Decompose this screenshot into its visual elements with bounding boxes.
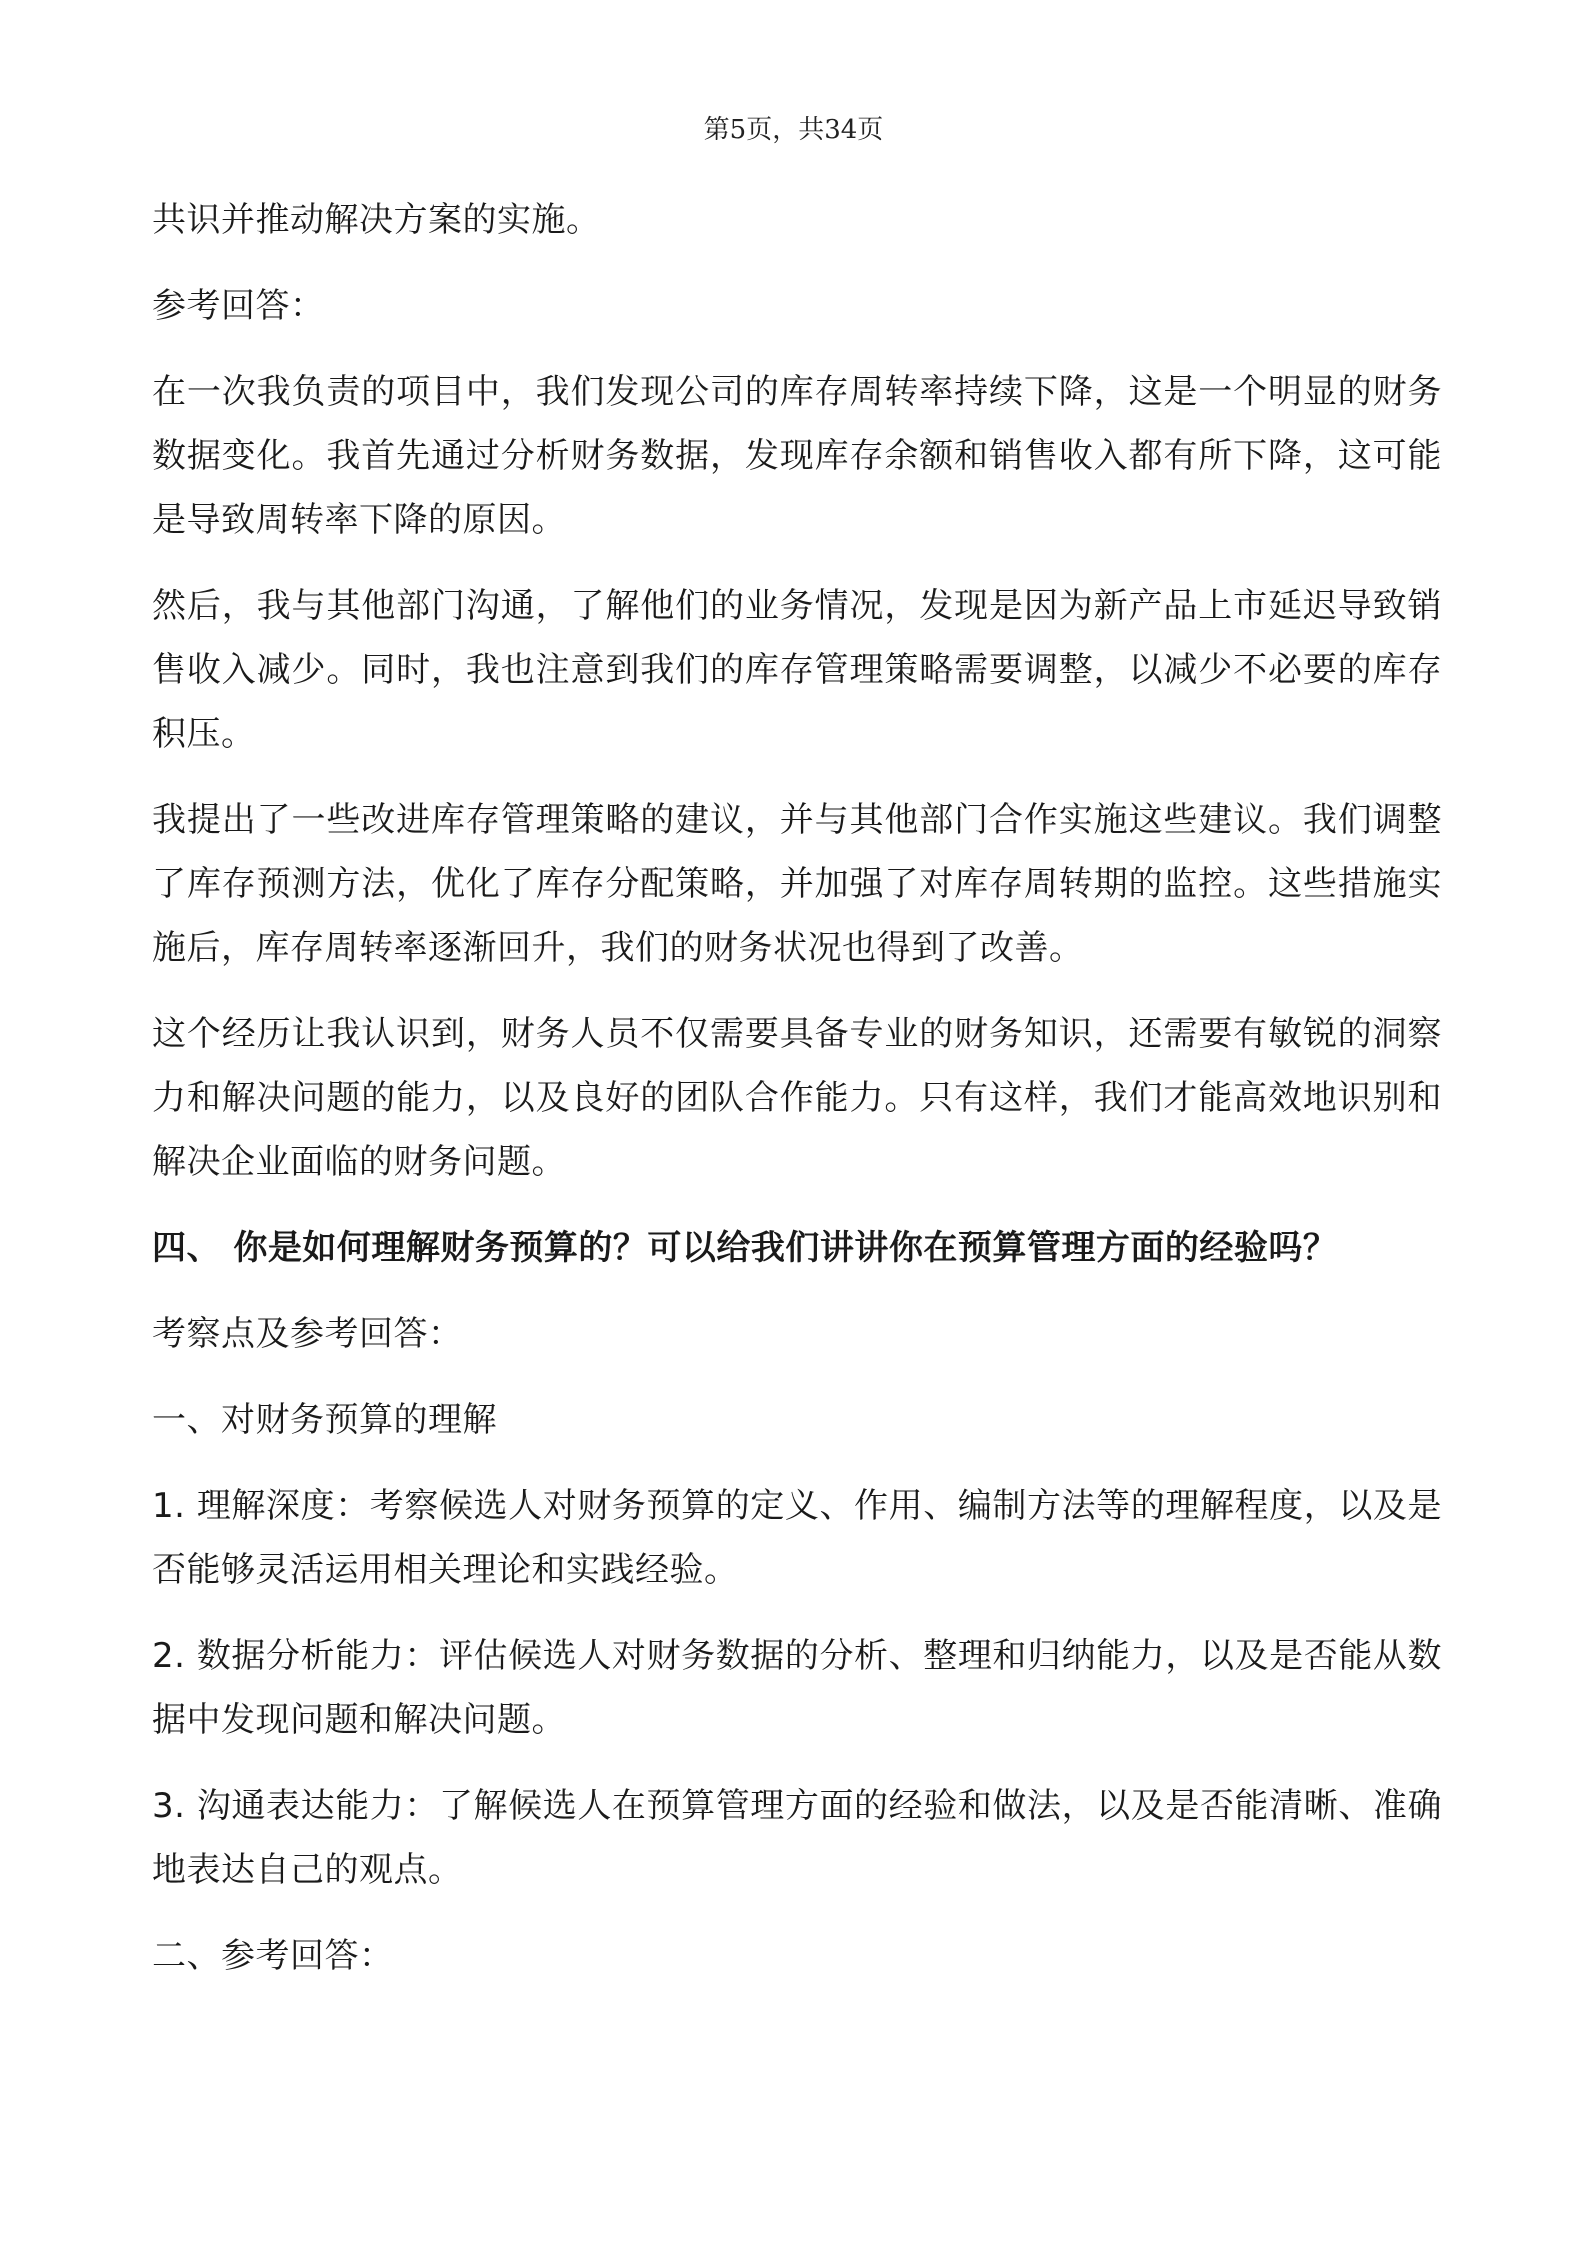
document-body (152, 188, 1442, 2010)
paragraph-improvement-proposal: 我提出了一些改进库存管理策略的建议，并与其他部门合作实施这些建议。我们调整了库存预测方法，优化了库存分配策略，并加强了对库存周转期的监控。这些措施实施后，库存周转率逐渐回升，我们的财务状况也得到了改善。 (152, 800, 1442, 968)
paragraph-subsection-reference-answer: 二、参考回答： (152, 1936, 394, 1976)
list-item-data-analysis: 2. 数据分析能力：评估候选人对财务数据的分析、整理和归纳能力，以及是否能从数据中发现问题和解决问题。 (152, 1636, 1442, 1740)
page-number-header: 第5页，共34页 (703, 115, 884, 145)
paragraph-reference-answer-label: 参考回答： (152, 286, 325, 326)
section-heading-question-four: 四、 你是如何理解财务预算的？可以给我们讲讲你在预算管理方面的经验吗？ (152, 1228, 1338, 1268)
paragraph-department-communication: 然后，我与其他部门沟通，了解他们的业务情况，发现是因为新产品上市延迟导致销售收入减少。同时，我也注意到我们的库存管理策略需要调整，以减少不必要的库存积压。 (152, 586, 1442, 754)
paragraph-subsection-budget-understanding: 一、对财务预算的理解 (152, 1400, 497, 1440)
paragraph-lessons-learned: 这个经历让我认识到，财务人员不仅需要具备专业的财务知识，还需要有敏锐的洞察力和解决问题的能力，以及良好的团队合作能力。只有这样，我们才能高效地识别和解决企业面临的财务问题。 (152, 1014, 1442, 1182)
paragraph-continuation: 共识并推动解决方案的实施。 (152, 200, 601, 240)
list-item-communication: 3. 沟通表达能力：了解候选人在预算管理方面的经验和做法，以及是否能清晰、准确地表达自己的观点。 (152, 1786, 1442, 1890)
list-item-understanding-depth: 1. 理解深度：考察候选人对财务预算的定义、作用、编制方法等的理解程度，以及是否能够灵活运用相关理论和实践经验。 (152, 1486, 1442, 1590)
paragraph-assessment-points-label: 考察点及参考回答： (152, 1314, 463, 1354)
paragraph-inventory-issue: 在一次我负责的项目中，我们发现公司的库存周转率持续下降，这是一个明显的财务数据变化。我首先通过分析财务数据，发现库存余额和销售收入都有所下降，这可能是导致周转率下降的原因。 (152, 372, 1442, 540)
